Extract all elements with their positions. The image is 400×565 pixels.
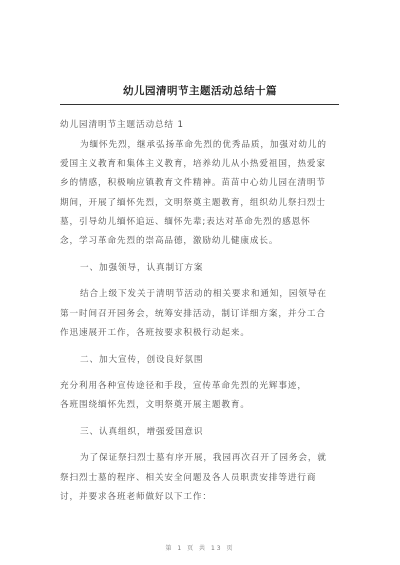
paragraph-line: 充分利用各种宣传途径和手段，宣传革命先烈的光辉事迹， [60, 381, 307, 391]
paragraph-line: 爱国主义教育和集体主义教育，培养幼儿从小热爱祖国，热爱家 [60, 159, 326, 169]
section-heading: 幼儿园清明节主题活动总结 1 [60, 120, 184, 130]
paragraph-line: 各班围绕缅怀先烈，文明祭奠开展主题教育。 [60, 400, 250, 410]
document-title: 幼儿园清明节主题活动总结十篇 [123, 85, 277, 97]
paragraph-line: 念，学习革命先烈的崇高品德，激励幼儿健康成长。 [60, 236, 279, 246]
paragraph-line: 作迅速展开工作，各班按要求积极行动起来。 [60, 328, 250, 338]
paragraph-line: 祭扫烈士墓的程序、相关安全问题及各人员职责安排等进行商 [60, 473, 317, 483]
paragraph-line: 结合上级下发关于清明节活动的相关要求和通知，园领导在 [80, 289, 327, 299]
paragraph-line: 为了保证祭扫烈士墓有序开展，我园再次召开了园务会，就 [80, 453, 327, 463]
paragraph-line: 墓，引导幼儿缅怀追远、缅怀先辈;表达对革命先烈的感恩怀 [60, 217, 311, 227]
paragraph-line: 乡的情感，积极响应镇教育文件精神。苗苗中心幼儿园在清明节 [60, 178, 326, 188]
subheading: 一、加强领导，认真制订方案 [80, 263, 204, 273]
title-divider [60, 104, 339, 105]
paragraph-line: 第一时间召开园务会，统筹安排活动，制订详细方案，并分工合 [60, 309, 326, 319]
subheading: 二、加大宣传，创设良好氛围 [80, 355, 204, 365]
subheading: 三、认真组织，增强爱国意识 [80, 427, 204, 437]
paragraph-line: 期间，开展了缅怀先烈，文明祭奠主题教育，组织幼儿祭扫烈士 [60, 198, 326, 208]
paragraph-line: 讨，并要求各班老师做好以下工作： [60, 492, 212, 502]
page-footer: 第 1 页 共 13 页 [165, 545, 235, 552]
paragraph-line: 为缅怀先烈，继承弘扬革命先烈的优秀品质，加强对幼儿的 [80, 140, 327, 150]
